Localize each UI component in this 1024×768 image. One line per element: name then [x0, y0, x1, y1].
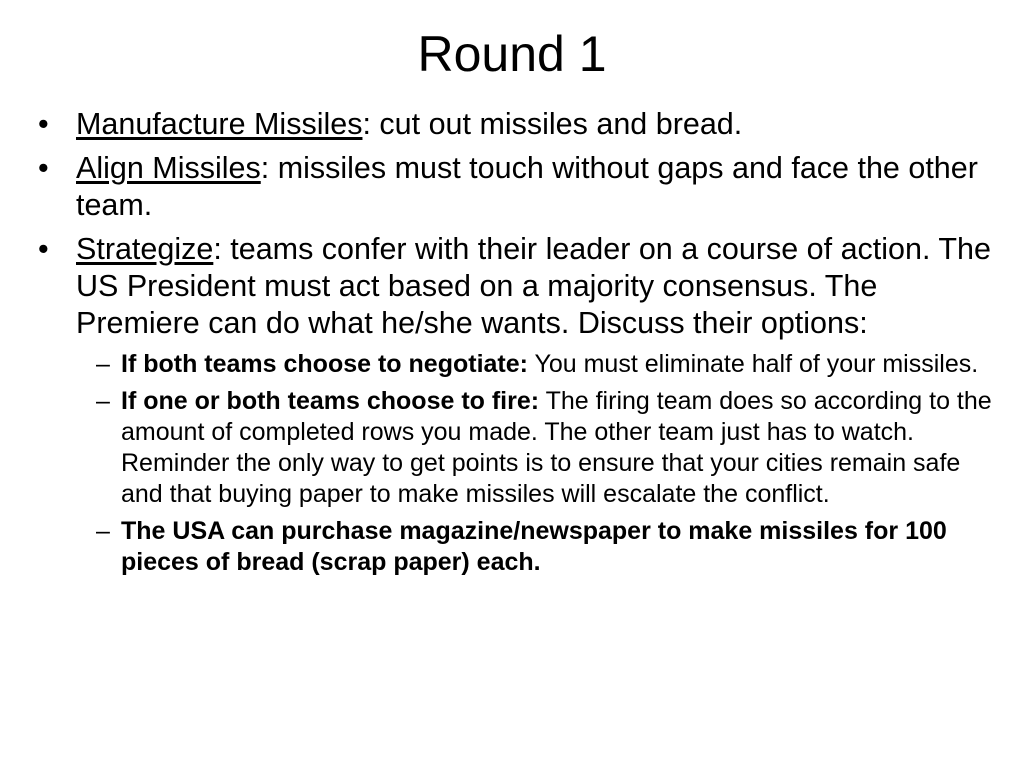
sub-bullet-marker: –	[96, 517, 110, 545]
slide-title: Round 1	[417, 26, 607, 82]
bullet-item	[34, 106, 1000, 143]
bullet-item	[34, 231, 1000, 342]
sub-bullet-lead: If both teams choose to negotiate:	[121, 350, 528, 378]
sub-bullet-item	[34, 349, 1000, 380]
sub-bullet-text: The firing team does so according to the amount of completed rows you made. The other team just has to watch. Reminder the only way to get points is to ensure that your cities remain safe and that buying paper to make missiles will escalate the conflict.	[121, 387, 992, 508]
sub-bullet-lead: The USA can purchase magazine/newspaper to make missiles for 100 pieces of bread (scrap paper) each.	[121, 517, 947, 576]
sub-bullet-text: You must eliminate half of your missiles.	[527, 350, 979, 378]
slide-content	[34, 106, 1000, 584]
bullet-text: : teams confer with their leader on a course of action. The US President must act based on a majority consensus. The Premiere can do what he/she wants. Discuss their options:	[76, 232, 991, 340]
bullet-term: Align Missiles	[76, 151, 261, 185]
bullet-text: : missiles must touch without gaps and face the other team.	[76, 151, 978, 222]
sub-bullet-lead: If one or both teams choose to fire:	[121, 387, 540, 415]
bullet-item	[34, 150, 1000, 224]
bullet-marker: •	[38, 232, 49, 266]
bullet-marker: •	[38, 107, 49, 141]
bullet-marker: •	[38, 151, 49, 185]
bullet-term: Manufacture Missiles	[76, 107, 363, 141]
sub-bullet-marker: –	[96, 387, 110, 415]
sub-bullet-item	[34, 386, 1000, 510]
bullet-text: : cut out missiles and bread.	[362, 107, 743, 141]
sub-bullet-marker: –	[96, 350, 110, 378]
bullet-term: Strategize	[76, 232, 214, 266]
sub-bullet-item	[34, 516, 1000, 578]
